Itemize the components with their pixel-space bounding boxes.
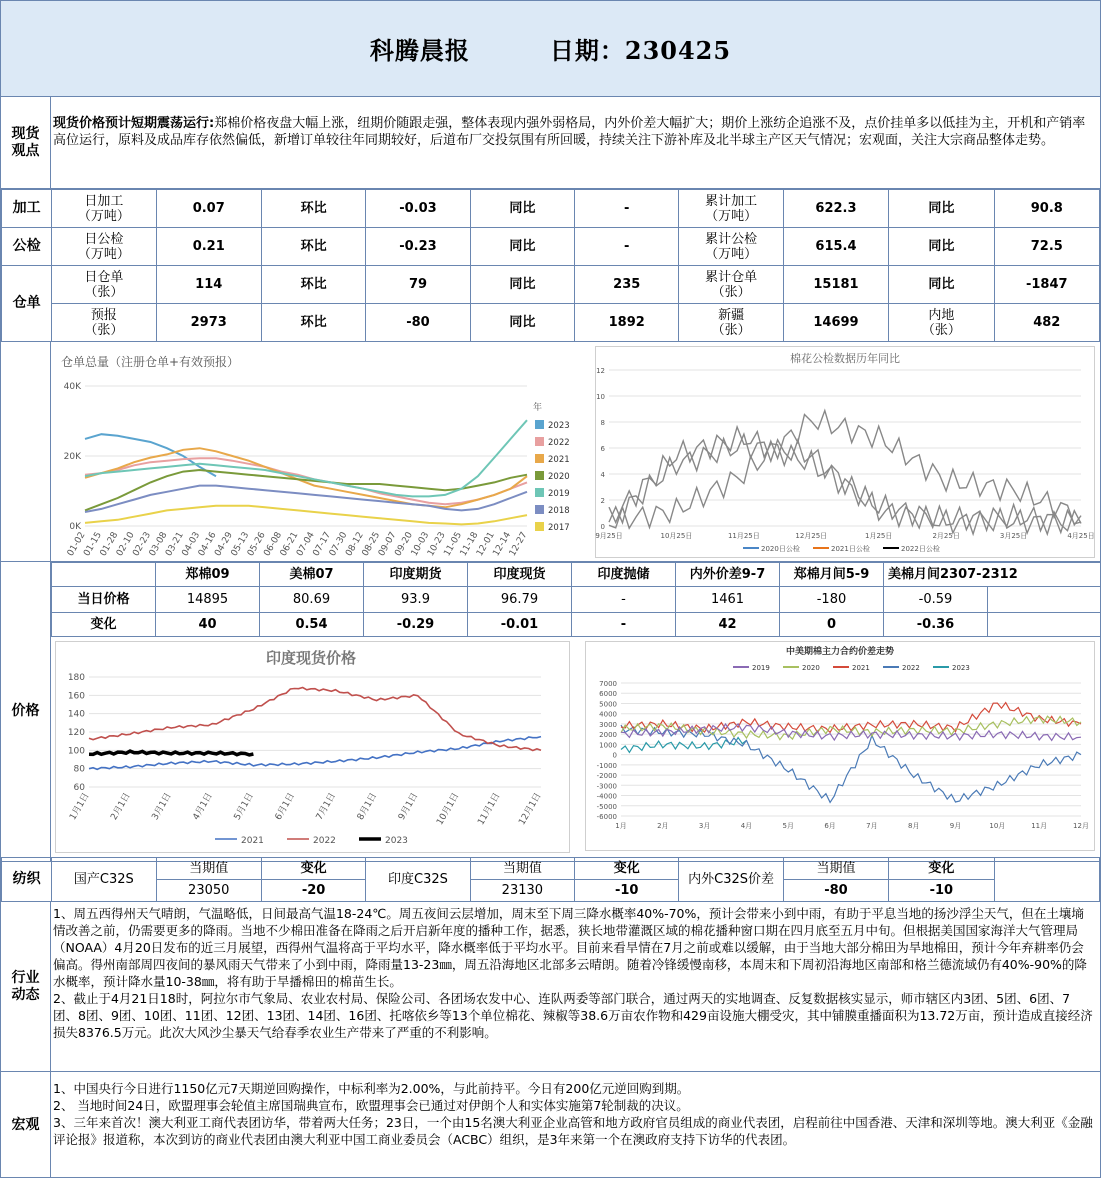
legend-label-2021: 2021 xyxy=(548,455,570,465)
chart-frame xyxy=(56,642,570,853)
price-change-value: 0.54 xyxy=(260,613,364,637)
insp-tb-label: 同比 xyxy=(470,228,574,266)
legend-label-2023: 2023 xyxy=(385,836,408,846)
price-header: 郑棉月间5-9 xyxy=(780,563,884,587)
price-header: 印度抛储 xyxy=(572,563,676,587)
y-tick-label: 80 xyxy=(73,764,85,775)
x-tick-label: 4月25日 xyxy=(1067,532,1095,540)
india-spot-price-chart xyxy=(55,641,570,853)
insp-daily-value: 0.21 xyxy=(156,228,261,266)
macro-label: 宏观 xyxy=(1,1072,51,1178)
insp-row xyxy=(2,228,1100,266)
insp-tb2-label: 同比 xyxy=(889,228,994,266)
x-tick-label: 12月25日 xyxy=(795,532,828,540)
x-tick-label: 3月 xyxy=(698,822,711,830)
report-title: 科腾晨报 xyxy=(369,36,470,65)
legend-label-2022: 2022日公检 xyxy=(901,545,940,553)
proc-daily-value: 0.07 xyxy=(156,190,261,228)
series-line-2017 xyxy=(85,506,527,525)
wh1-hb-label: 环比 xyxy=(261,266,365,304)
x-tick-label: 01-02 xyxy=(65,530,88,558)
x-tick-label: 7月 xyxy=(866,822,878,830)
x-tick-label: 04-03 xyxy=(180,530,203,558)
y-tick-label: 120 xyxy=(67,728,85,738)
price-change-value: - xyxy=(572,613,676,637)
wh2-cum-label: 新疆 （张） xyxy=(679,304,783,342)
wh2-tb2-value: 482 xyxy=(994,304,1099,342)
textile-spread-label: 内外C32S价差 xyxy=(679,858,783,902)
textile-domestic-label: 国产C32S xyxy=(52,858,156,902)
wh2-tb-label: 同比 xyxy=(470,304,574,342)
x-tick-label: 1月1日 xyxy=(68,791,92,823)
y-tick-label: 7000 xyxy=(599,680,617,688)
spot-view-text xyxy=(53,115,1094,149)
x-tick-label: 07-30 xyxy=(327,530,350,558)
x-tick-label: 02-10 xyxy=(114,530,137,558)
x-tick-label: 10月 xyxy=(989,822,1006,830)
insp-tb2-value: 72.5 xyxy=(994,228,1099,266)
proc-tb-label: 同比 xyxy=(470,190,574,228)
y-tick-label: -1000 xyxy=(596,761,617,770)
y-tick-label: 10 xyxy=(596,393,605,401)
x-tick-label: 9月 xyxy=(949,822,962,830)
textile-current-header: 当期值 xyxy=(783,858,888,880)
x-tick-label: 11-18 xyxy=(458,530,481,558)
textile-change-header: 变化 xyxy=(261,858,365,880)
x-tick-label: 9月25日 xyxy=(595,532,623,540)
x-tick-label: 01-28 xyxy=(98,530,121,558)
legend-label-2022: 2022 xyxy=(548,438,570,448)
price-today-value: 1461 xyxy=(676,587,780,613)
x-tick-label: 2月1日 xyxy=(109,791,133,823)
x-tick-label: 12-01 xyxy=(475,530,497,558)
legend-label-2020: 2020 xyxy=(548,472,570,482)
price-today-value: - xyxy=(572,587,676,613)
proc-hb-value: -0.03 xyxy=(366,190,470,228)
legend-label-2023: 2023 xyxy=(952,664,970,672)
legend-label-2021: 2021 xyxy=(852,664,870,672)
y-tick-label: 1000 xyxy=(599,741,617,750)
textile-domestic-value: 23050 xyxy=(156,880,261,902)
insp-daily-label: 日公检 （万吨） xyxy=(52,228,156,266)
legend-swatch-2019 xyxy=(535,488,544,497)
legend-swatch-2017 xyxy=(535,522,544,531)
y-tick-label: -4000 xyxy=(596,792,617,801)
price-change-value: -0.01 xyxy=(468,613,572,637)
warehouse-label: 仓单 xyxy=(2,266,52,342)
chart-title: 棉花公检数据历年同比 xyxy=(790,352,900,365)
wh2-hb-value: -80 xyxy=(366,304,470,342)
charts-row xyxy=(1,342,1100,562)
price-today-blank xyxy=(988,587,1101,613)
y-tick-label: 5000 xyxy=(599,700,617,709)
legend-label-2019: 2019 xyxy=(752,664,770,672)
legend-swatch-2022 xyxy=(535,437,544,446)
chart-title: 仓单总量（注册仓单+有效预报） xyxy=(61,355,240,369)
x-tick-label: 2月25日 xyxy=(932,532,960,540)
textile-spread-value: -80 xyxy=(783,880,888,902)
price-change-value: 42 xyxy=(676,613,780,637)
y-tick-label: 0 xyxy=(612,751,617,760)
legend-label-2023: 2023 xyxy=(548,421,570,431)
price-today-value: 14895 xyxy=(156,587,260,613)
series-line-2023 xyxy=(621,738,747,753)
price-change-row xyxy=(52,613,1101,637)
legend-swatch-2018 xyxy=(535,505,544,514)
x-tick-label: 1月25日 xyxy=(865,532,893,540)
y-tick-label: -3000 xyxy=(596,782,617,791)
legend-label-2020: 2020 xyxy=(802,664,820,672)
x-tick-label: 11月25日 xyxy=(727,532,760,540)
chart-title: 中美期棉主力合约价差走势 xyxy=(785,647,895,657)
legend-label-2019: 2019 xyxy=(548,489,570,499)
y-tick-label: 3000 xyxy=(599,720,617,729)
y-tick-label: 6 xyxy=(600,445,605,453)
macro-item-1: 1、中国央行今日进行1150亿元7天期逆回购操作，中标利率为2.00%，与此前持平。今日有200亿元逆回购到期。 xyxy=(53,1081,690,1096)
x-tick-label: 6月1日 xyxy=(273,791,298,823)
wh1-row xyxy=(2,266,1100,304)
legend-title: 年 xyxy=(533,403,543,413)
y-tick-label: 0K xyxy=(69,522,81,532)
x-tick-label: 08-25 xyxy=(360,530,383,558)
x-tick-label: 01-15 xyxy=(82,530,104,558)
wh1-tb2-label: 同比 xyxy=(889,266,994,304)
x-tick-label: 12月 xyxy=(1073,822,1089,830)
x-tick-label: 09-20 xyxy=(393,530,416,558)
insp-hb-value: -0.23 xyxy=(366,228,470,266)
price-today-label: 当日价格 xyxy=(52,587,156,613)
wh2-tb2-label: 内地 （张） xyxy=(889,304,994,342)
price-change-label: 变化 xyxy=(52,613,156,637)
x-tick-label: 03-08 xyxy=(147,530,170,558)
x-tick-label: 3月1日 xyxy=(150,791,174,823)
x-tick-label: 04-16 xyxy=(196,530,219,558)
textile-india-change: -10 xyxy=(575,880,679,902)
industry-label: 行业 动态 xyxy=(1,902,51,1071)
cotton-inspection-chart xyxy=(595,346,1095,558)
series-line-2022 xyxy=(621,725,1081,802)
y-tick-label: 6000 xyxy=(599,690,617,699)
x-tick-label: 03-21 xyxy=(164,530,186,558)
x-tick-label: 09-07 xyxy=(376,530,399,558)
stats-table xyxy=(1,189,1100,342)
legend-swatch-2021 xyxy=(535,454,544,463)
legend-swatch-2023 xyxy=(535,420,544,429)
x-tick-label: 10月1日 xyxy=(435,791,462,827)
legend-label-2017: 2017 xyxy=(548,523,570,533)
macro-item-2: 2、 当地时间24日，欧盟理事会轮值主席国瑞典宣布，欧盟理事会已通过对伊朗个人和实体实施第7轮制裁的决议。 xyxy=(53,1098,689,1113)
y-tick-label: -6000 xyxy=(596,813,617,821)
textile-india-label: 印度C32S xyxy=(366,858,470,902)
wh2-hb-label: 环比 xyxy=(261,304,365,342)
proc-tb2-label: 同比 xyxy=(889,190,994,228)
series-line-2021日公检 xyxy=(609,427,1081,533)
x-tick-label: 3月25日 xyxy=(999,532,1028,540)
price-header: 美棉月间2307-2312 xyxy=(884,563,1101,587)
x-tick-label: 02-23 xyxy=(131,530,154,558)
x-tick-label: 11-05 xyxy=(442,530,465,558)
x-tick-label: 8月 xyxy=(907,822,920,830)
price-today-value: 93.9 xyxy=(364,587,468,613)
y-tick-label: 0 xyxy=(600,523,605,531)
y-tick-label: 180 xyxy=(67,673,85,683)
legend-label-2022: 2022 xyxy=(902,664,920,672)
y-tick-label: 60 xyxy=(73,783,85,793)
series-line-2022日公检 xyxy=(609,411,1081,529)
x-tick-label: 12-27 xyxy=(507,530,530,558)
proc-row xyxy=(2,190,1100,228)
textile-blank xyxy=(994,858,1099,902)
insp-label: 公检 xyxy=(2,228,52,266)
y-tick-label: 140 xyxy=(67,709,85,720)
proc-tb-value: - xyxy=(575,190,679,228)
y-tick-label: 2 xyxy=(600,497,605,505)
spot-view-label: 现货 观点 xyxy=(1,97,51,188)
insp-cum-label: 累计公检 （万吨） xyxy=(679,228,783,266)
proc-cum-label: 累计加工 （万吨） xyxy=(679,190,783,228)
y-tick-label: 20K xyxy=(63,452,81,462)
textile-table xyxy=(1,857,1100,902)
y-tick-label: 2000 xyxy=(599,731,617,740)
macro-row xyxy=(1,1072,1100,1178)
wh1-cum-value: 15181 xyxy=(783,266,888,304)
spot-view-headline: 现货价格预计短期震荡运行: xyxy=(53,116,215,131)
textile-change-header: 变化 xyxy=(889,858,994,880)
x-tick-label: 1月 xyxy=(615,822,627,830)
price-change-value: -0.29 xyxy=(364,613,468,637)
x-tick-label: 10-23 xyxy=(426,530,448,558)
legend-label-2022: 2022 xyxy=(313,836,336,846)
wh1-tb-value: 235 xyxy=(575,266,679,304)
x-tick-label: 08-12 xyxy=(344,530,366,558)
textile-value-row xyxy=(2,880,1100,902)
textile-current-header: 当期值 xyxy=(470,858,574,880)
wh2-tb-value: 1892 xyxy=(575,304,679,342)
y-tick-label: -2000 xyxy=(596,772,617,781)
price-table xyxy=(51,562,1101,637)
x-tick-label: 05-13 xyxy=(229,530,252,558)
y-tick-label: 4000 xyxy=(599,710,617,719)
sino-us-spread-chart xyxy=(585,641,1095,851)
price-change-value: -0.36 xyxy=(884,613,988,637)
price-header: 印度现货 xyxy=(468,563,572,587)
y-tick-label: 8 xyxy=(600,419,605,427)
wh1-cum-label: 累计仓单 （张） xyxy=(679,266,783,304)
insp-hb-label: 环比 xyxy=(261,228,365,266)
spot-view-row xyxy=(1,97,1100,189)
x-tick-label: 11月1日 xyxy=(476,791,503,827)
macro-item-3: 3、三年来首次！澳大利亚工商代表团访华，带着两大任务；23日，一个由15名澳大利亚企业高管和地方政府官员组成的商业代表团，启程前往中国香港、天津和深圳等地。澳大利亚《金融评论报》报道称，本次到访的商业代表团由澳大利亚中国工商业委员会（ACBC）组织，是3年来第一个在澳政府支持下访华的代表团。 xyxy=(53,1115,1093,1147)
x-tick-label: 4月1日 xyxy=(191,791,215,823)
legend-swatch-2020 xyxy=(535,471,544,480)
wh2-daily-value: 2973 xyxy=(156,304,261,342)
x-tick-label: 6月 xyxy=(824,822,836,830)
report-date: 日期：230425 xyxy=(549,36,732,65)
x-tick-label: 05-26 xyxy=(245,530,268,558)
x-tick-label: 9月1日 xyxy=(396,791,421,823)
price-header: 内外价差9-7 xyxy=(676,563,780,587)
x-tick-label: 4月 xyxy=(740,822,753,830)
x-tick-label: 07-04 xyxy=(295,530,317,558)
proc-cum-value: 622.3 xyxy=(783,190,888,228)
legend-label-2018: 2018 xyxy=(548,506,570,516)
price-today-value: 80.69 xyxy=(260,587,364,613)
x-tick-label: 11月 xyxy=(1031,822,1048,830)
series-line-2022 xyxy=(89,688,541,751)
x-tick-label: 5月1日 xyxy=(232,791,256,823)
textile-india-value: 23130 xyxy=(470,880,574,902)
price-change-blank xyxy=(988,613,1101,637)
price-label: 价格 xyxy=(1,562,51,861)
price-today-row xyxy=(52,587,1101,613)
price-header: 印度期货 xyxy=(364,563,468,587)
industry-text xyxy=(53,905,1094,1041)
legend-label-2020: 2020日公检 xyxy=(761,545,800,553)
x-tick-label: 8月1日 xyxy=(355,791,380,823)
x-tick-label: 5月 xyxy=(782,822,795,830)
price-today-value: -0.59 xyxy=(884,587,988,613)
insp-cum-value: 615.4 xyxy=(783,228,888,266)
series-line-2023 xyxy=(89,751,253,755)
textile-header-row xyxy=(2,858,1100,880)
textile-current-header: 当期值 xyxy=(156,858,261,880)
x-tick-label: 04-29 xyxy=(213,530,235,558)
y-tick-label: 160 xyxy=(67,691,85,702)
warehouse-total-chart xyxy=(55,346,570,558)
wh1-tb2-value: -1847 xyxy=(994,266,1099,304)
industry-row xyxy=(1,902,1100,1072)
wh2-cum-value: 14699 xyxy=(783,304,888,342)
wh2-row xyxy=(2,304,1100,342)
price-today-value: 96.79 xyxy=(468,587,572,613)
y-tick-label: -5000 xyxy=(596,802,617,811)
x-tick-label: 06-08 xyxy=(262,530,285,558)
y-tick-label: 40K xyxy=(63,382,81,392)
textile-change-header: 变化 xyxy=(575,858,679,880)
industry-item-2: 2、截止于4月21日18时，阿拉尔市气象局、农业农村局、保险公司、各团场农发中心、连队两委等部门联合，通过两天的实地调查、反复数据核实显示，师市辖区内3团、5团、6团、7团、8团、9团、10团、11团、12团、13团、14团、16团、托喀依乡等13个单位棉花、辣椒等38.6万亩农作物和429亩设施大棚受灾，其中铺膜重播面积为13.72万亩，预计造成直接经济损失8376.5万元。此次大风沙尘暴天气给春季农业生产带来了严重的不利影响。 xyxy=(53,991,1093,1040)
textile-label: 纺织 xyxy=(2,858,52,902)
spot-view-body: 郑棉价格夜盘大幅上涨，纽期价随跟走强，整体表现内强外弱格局，内外价差大幅扩大；期价上涨纺企追涨不及，点价挂单多以低挂为主，开机和产销率高位运行，原料及成品库存依然偏低，新增订单较往年同期较好，后道布厂交投氛围有所回暖，持续关注下游补库及北半球主产区天气情况；宏观面，关注大宗商品整体走势。 xyxy=(53,116,1086,148)
y-tick-label: 4 xyxy=(600,471,605,479)
wh2-daily-label: 预报 （张） xyxy=(52,304,156,342)
x-tick-label: 12月1日 xyxy=(517,791,544,827)
y-tick-label: 12 xyxy=(596,367,605,375)
x-tick-label: 10-03 xyxy=(409,530,432,558)
x-tick-label: 07-17 xyxy=(311,530,334,558)
chart-title: 印度现货价格 xyxy=(265,649,357,667)
wh1-hb-value: 79 xyxy=(366,266,470,304)
macro-text xyxy=(53,1080,1094,1148)
industry-item-1: 1、周五西得州天气晴朗，气温略低，日间最高气温18-24℃。周五夜间云层增加，周末至下周三降水概率40%-70%，预计会带来小到中雨，有助于平息当地的扬沙浮尘天气，但在土壤墒情改善之前，仍需要更多的降雨。当地不少棉田准备在降雨之后开启新年度的播种工作，据悉，狭长地带灌溉区域的棉花播种窗口期在四月底至五月中旬。但根据美国国家海洋大气管理局（NOAA）4月20日发布的近三月展望，西得州气温将高于平均水平，降水概率低于平均水平。目前来看旱情在7月之前或难以缓解，由于当地大部分棉田为旱地棉田，预计今年弃耕率仍会偏高。得州南部周四夜间的暴风雨天气带来了小到中雨，降雨量13-23㎜，周五沿海地区北部多云晴朗。随着冷锋缓慢南移，本周末和下周初沿海地区南部和格兰德流域仍有40%-90%的降水概率，预计降水量10-38㎜，将有助于旱播棉田的棉苗生长。 xyxy=(53,906,1087,989)
wh1-daily-label: 日仓单 （张） xyxy=(52,266,156,304)
legend-label-2021: 2021日公检 xyxy=(831,545,870,553)
legend-label-2021: 2021 xyxy=(241,836,264,846)
series-line-2021 xyxy=(621,703,1081,733)
proc-daily-label: 日加工 （万吨） xyxy=(52,190,156,228)
proc-hb-label: 环比 xyxy=(261,190,365,228)
y-tick-label: 100 xyxy=(67,746,85,757)
charts-row-label xyxy=(1,342,51,561)
price-today-value: -180 xyxy=(780,587,884,613)
wh1-daily-value: 114 xyxy=(156,266,261,304)
x-tick-label: 10月25日 xyxy=(660,532,693,540)
x-tick-label: 2月 xyxy=(657,822,669,830)
price-change-value: 40 xyxy=(156,613,260,637)
textile-spread-change: -10 xyxy=(889,880,994,902)
price-change-value: 0 xyxy=(780,613,884,637)
x-tick-label: 7月1日 xyxy=(314,791,339,823)
price-header-blank xyxy=(52,563,156,587)
wh1-tb-label: 同比 xyxy=(470,266,574,304)
price-header-row xyxy=(52,563,1101,587)
textile-domestic-change: -20 xyxy=(261,880,365,902)
x-tick-label: 12-14 xyxy=(491,530,514,558)
insp-tb-value: - xyxy=(575,228,679,266)
proc-tb2-value: 90.8 xyxy=(994,190,1099,228)
report-header xyxy=(1,1,1100,97)
x-tick-label: 06-21 xyxy=(278,530,301,558)
price-header: 美棉07 xyxy=(260,563,364,587)
price-header: 郑棉09 xyxy=(156,563,260,587)
proc-label: 加工 xyxy=(2,190,52,228)
